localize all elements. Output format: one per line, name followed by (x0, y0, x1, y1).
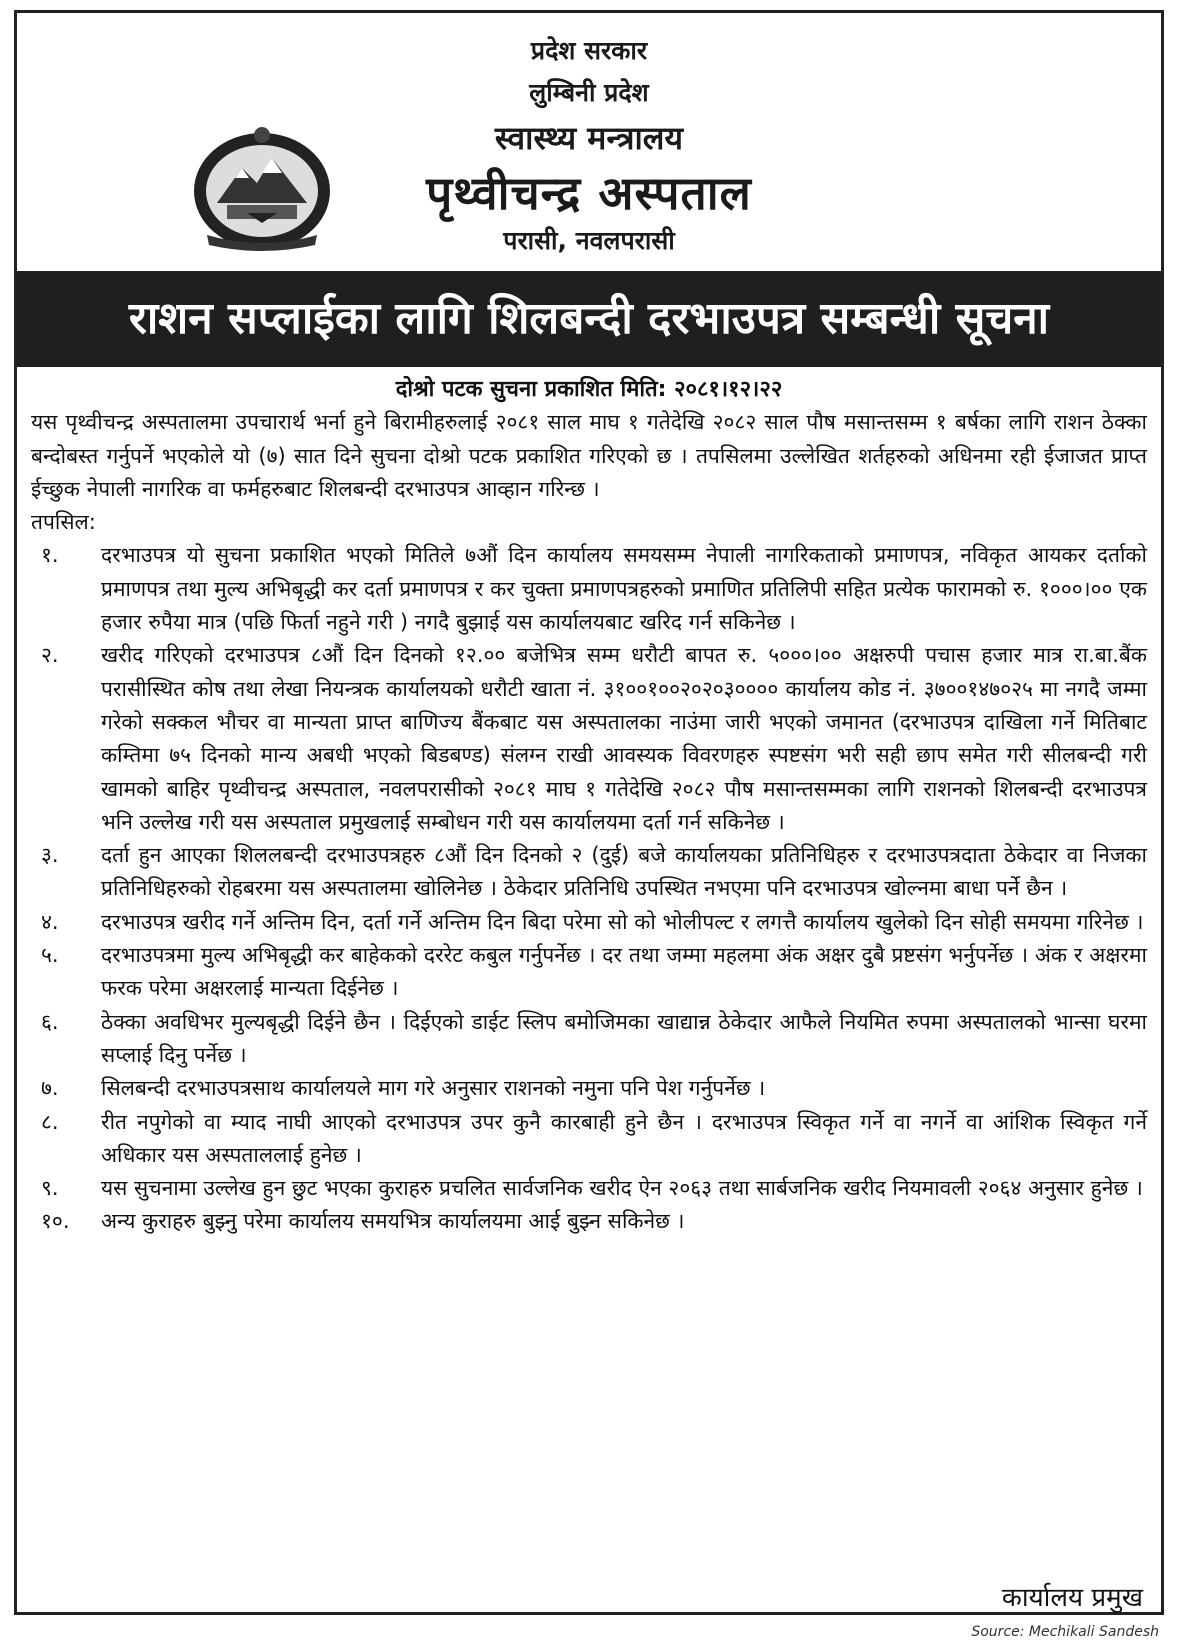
intro-paragraph: यस पृथ्वीचन्द्र अस्पतालमा उपचारार्थ भर्ना हुने बिरामीहरुलाई २०८१ साल माघ १ गतेदेखि २०८२ साल पौष मसान्तसम्म १ बर्षका लागि राशन ठेक्का बन्दोबस्त गर्नुपर्ने भएकोले यो (७) सात दिने सुचना दोश्रो पटक प्रकाशित गरिएको छ । तपसिलमा उल्लेखित शर्तहरुको अधिनमा रही ईजाजत प्राप्त ईच्छुक नेपाली नागरिक वा फर्महरुबाट शिलबन्दी दरभाउपत्र आव्हान गरिन्छ । (31, 410, 1147, 501)
item-number: १०. (41, 1209, 70, 1234)
item-text: दरभाउपत्र खरीद गर्ने अन्तिम दिन, दर्ता गर्ने अन्तिम दिन बिदा परेमा सो को भोलीपल्ट र लगत्तै कार्यालय खुलेको दिन सोही समयमा गरिनेछ । (101, 909, 1144, 934)
header-ministry: स्वास्थ्य मन्त्रालय (494, 119, 684, 157)
header-location: परासी, नवलपरासी (503, 226, 675, 255)
tapasil-label: तपसिल: (31, 510, 96, 535)
item-number: ९. (41, 1176, 59, 1201)
item-text: अन्य कुराहरु बुझ्नु परेमा कार्यालय समयभित्र कार्यालयमा आई बुझ्न सकिनेछ । (101, 1209, 685, 1234)
item-number: ३. (41, 843, 59, 868)
item-text: खरीद गरिएको दरभाउपत्र ८औं दिन दिनको १२.०० बजेभित्र सम्म धरौटी बापत रु. ५०००।०० अक्षरुपी पचास हजार मात्र रा.बा.बैंक परासीस्थित कोष तथा लेखा नियन्त्रक कार्यालयको धरौटी खाता नं. ३१००१००२०२०३०००० कार्यालय कोड नं. ३७००१४७०२५ मा नगदै जम्मा गरेको सक्कल भौचर वा मान्यता प्राप्त बाणिज्य बैंकबाट यस अस्पतालका नाउंमा जारी भएको जमानत (दरभाउपत्र दाखिला गर्ने मितिबाट कम्तिमा ७५ दिनको मान्य अबधी भएको बिडबण्ड) संलग्न राखी आवस्यक विवरणहरु स्पष्टसंग भरी सही छाप समेत गरी सीलबन्दी गरी खामको बाहिर पृथ्वीचन्द्र अस्पताल, नवलपरासीको २०८१ माघ १ गतेदेखि २०८२ पौष मसान्तसम्मका लागि राशनको शिलबन्दी दरभाउपत्र भनि उल्लेख गरी यस अस्पताल प्रमुखलाई सम्बोधन गरी यस कार्यालयमा दर्ता गर्न सकिनेछ । (101, 643, 1147, 834)
item-text: यस सुचनामा उल्लेख हुन छुट भएका कुराहरु प्रचलित सार्वजनिक खरीद ऐन २०६३ तथा सार्बजनिक खरीद नियमावली २०६४ अनुसार हुनेछ । (101, 1176, 1143, 1201)
publish-date: दोश्रो पटक सुचना प्रकाशित मिति: २०८१।१२।२२ (395, 377, 783, 402)
list-item (31, 1106, 1147, 1173)
item-number: ७. (41, 1076, 59, 1101)
header-hospital-name: पृथ्वीचन्द्र अस्पताल (426, 166, 752, 220)
notice-header (17, 13, 1161, 268)
source-credit: Source: Mechikali Sandesh (971, 1624, 1159, 1640)
item-number: ८. (41, 1109, 59, 1134)
header-line-province: लुम्बिनी प्रदेश (529, 78, 649, 107)
list-item (31, 1072, 1147, 1105)
item-number: ५. (41, 943, 59, 968)
item-number: ४. (41, 909, 59, 934)
item-text: सिलबन्दी दरभाउपत्रसाथ कार्यालयले माग गरे अनुसार राशनको नमुना पनि पेश गर्नुपर्नेछ । (101, 1076, 766, 1101)
notice-frame (14, 10, 1164, 1615)
item-text: दर्ता हुन आएका शिललबन्दी दरभाउपत्रहरु ८औं दिन दिनको २ (दुई) बजे कार्यालयका प्रतिनिधिहरु र दरभाउपत्रदाता ठेकेदार वा निजका प्रतिनिधिहरुको रोहबरमा यस अस्पतालमा खोलिनेछ । ठेकेदार प्रतिनिधि उपस्थित नभएमा पनि दरभाउपत्र खोल्नमा बाधा पर्ने छैन । (101, 843, 1147, 901)
item-text: रीत नपुगेको वा म्याद नाघी आएको दरभाउपत्र उपर कुनै कारबाही हुने छैन । दरभाउपत्र स्विकृत गर्ने वा नगर्ने वा आंशिक स्विकृत गर्ने अधिकार यस अस्पताललाई हुनेछ । (101, 1109, 1147, 1167)
list-item (31, 906, 1147, 939)
list-item (31, 539, 1147, 639)
list-item (31, 1172, 1147, 1205)
item-number: १. (41, 543, 59, 568)
item-text: ठेक्का अवधिभर मुल्यबृद्धी दिईने छैन । दिईएको डाईट स्लिप बमोजिमका खाद्यान्न ठेकेदार आफैले नियमित रुपमा अस्पतालको भान्सा घरमा सप्लाई दिनु पर्नेछ । (101, 1009, 1147, 1067)
item-text: दरभाउपत्रमा मुल्य अभिबृद्धी कर बाहेकको दररेट कबुल गर्नुपर्नेछ । दर तथा जम्मा महलमा अंक अक्षर दुबै प्रष्टसंग भर्नुपर्नेछ । अंक र अक्षरमा फरक परेमा अक्षरलाई मान्यता दिईनेछ । (101, 943, 1147, 1001)
signature-office-chief: कार्यालय प्रमुख (1001, 1583, 1143, 1613)
list-item (31, 839, 1147, 906)
item-number: ६. (41, 1009, 59, 1034)
notice-body (31, 373, 1147, 1239)
list-item (31, 1205, 1147, 1238)
item-number: २. (41, 643, 59, 668)
header-line-government: प्रदेश सरकार (530, 36, 648, 65)
list-item (31, 939, 1147, 1006)
notice-title: राशन सप्लाईका लागि शिलबन्दी दरभाउपत्र सम्बन्धी सूचना (17, 271, 1161, 367)
list-item (31, 639, 1147, 839)
list-item (31, 1006, 1147, 1073)
item-text: दरभाउपत्र यो सुचना प्रकाशित भएको मितिले ७औं दिन कार्यालय समयसम्म नेपाली नागरिकताको प्रमाणपत्र, नविकृत आयकर दर्ताको प्रमाणपत्र तथा मुल्य अभिबृद्धी कर दर्ता प्रमाणपत्र र कर चुक्ता प्रमाणपत्रहरुको प्रमाणित प्रतिलिपी सहित प्रत्येक फारामको रु. १०००।०० एक हजार रुपैया मात्र (पछि फिर्ता नहुने गरी ) नगदै बुझाई यस कार्यालयबाट खरिद गर्न सकिनेछ । (101, 543, 1147, 635)
